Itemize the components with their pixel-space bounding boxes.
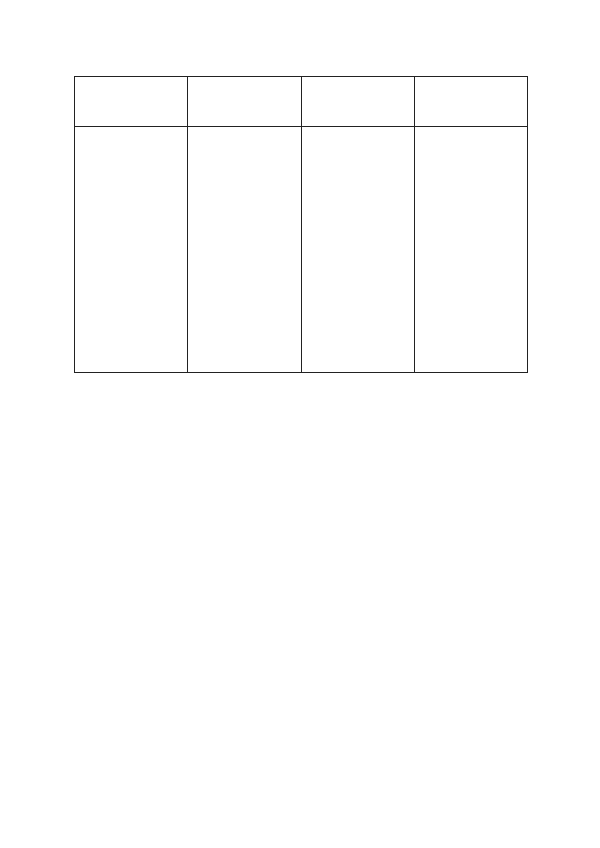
table-header-row [75,77,528,127]
table-header-cell [75,77,188,127]
table-row [75,127,528,373]
process-comparison-table [74,76,528,373]
table-header-cell [414,77,527,127]
table-header-cell [188,77,301,127]
document-page [72,70,530,405]
table-header-cell [301,77,414,127]
table-cell-process-focus [75,127,188,373]
table-cell-mass-customization [414,127,527,373]
table-cell-repetitive-focus [188,127,301,373]
table-cell-product-focus [301,127,414,373]
